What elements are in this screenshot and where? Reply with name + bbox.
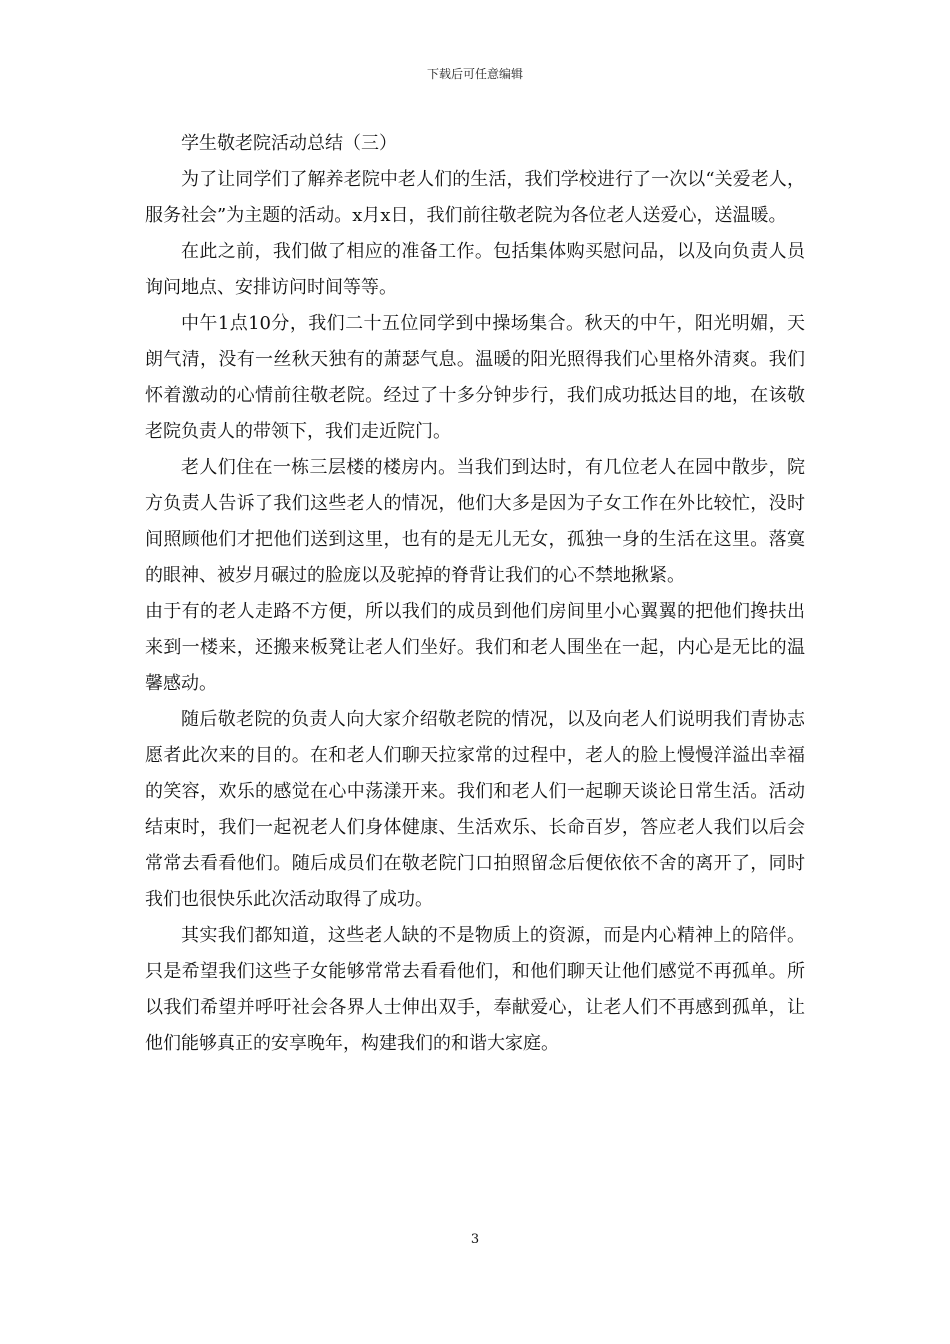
paragraph-6: 随后敬老院的负责人向大家介绍敬老院的情况，以及向老人们说明我们青协志愿者此次来的目的。在和老人们聊天拉家常的过程中，老人的脸上慢慢洋溢出幸福的笑容，欢乐的感觉在心中荡漾开来。我们和老人们一起聊天谈论日常生活。活动结束时，我们一起祝老人们身体健康、生活欢乐、长命百岁，答应老人我们以后会常常去看看他们。随后成员们在敬老院门口拍照留念后便依依不舍的离开了，同时我们也很快乐此次活动取得了成功。 (145, 709, 805, 910)
paragraph-5: 由于有的老人走路不方便，所以我们的成员到他们房间里小心翼翼的把他们搀扶出来到一楼来，还搬来板凳让老人们坐好。我们和老人围坐在一起，内心是无比的温馨感动。 (145, 601, 805, 694)
paragraph-3: 中午1点10分，我们二十五位同学到中操场集合。秋天的中午，阳光明媚，天朗气清，没有一丝秋天独有的萧瑟气息。温暖的阳光照得我们心里格外清爽。我们怀着激动的心情前往敬老院。经过了十多分钟步行，我们成功抵达目的地，在该敬老院负责人的带领下，我们走近院门。 (145, 313, 805, 442)
paragraph-1: 为了让同学们了解养老院中老人们的生活，我们学校进行了一次以“关爱老人，服务社会”为主题的活动。x月x日，我们前往敬老院为各位老人送爱心，送温暖。 (145, 169, 805, 226)
page-number: 3 (470, 1232, 480, 1247)
document-title: 学生敬老院活动总结（三） (181, 133, 397, 154)
document-body (145, 126, 805, 1062)
paragraph-7: 其实我们都知道，这些老人缺的不是物质上的资源，而是内心精神上的陪伴。只是希望我们这些子女能够常常去看看他们，和他们聊天让他们感觉不再孤单。所以我们希望并呼吁社会各界人士伸出双手，奉献爱心，让老人们不再感到孤单，让他们能够真正的安享晚年，构建我们的和谐大家庭。 (145, 925, 805, 1054)
page-header: 下载后可任意编辑 (426, 67, 523, 81)
paragraph-2: 在此之前，我们做了相应的准备工作。包括集体购买慰问品，以及向负责人员询问地点、安排访问时间等等。 (145, 241, 805, 298)
paragraph-4: 老人们住在一栋三层楼的楼房内。当我们到达时，有几位老人在园中散步，院方负责人告诉了我们这些老人的情况，他们大多是因为子女工作在外比较忙，没时间照顾他们才把他们送到这里，也有的是无儿无女，孤独一身的生活在这里。落寞的眼神、被岁月碾过的脸庞以及驼掉的脊背让我们的心不禁地揪紧。 (145, 457, 805, 586)
